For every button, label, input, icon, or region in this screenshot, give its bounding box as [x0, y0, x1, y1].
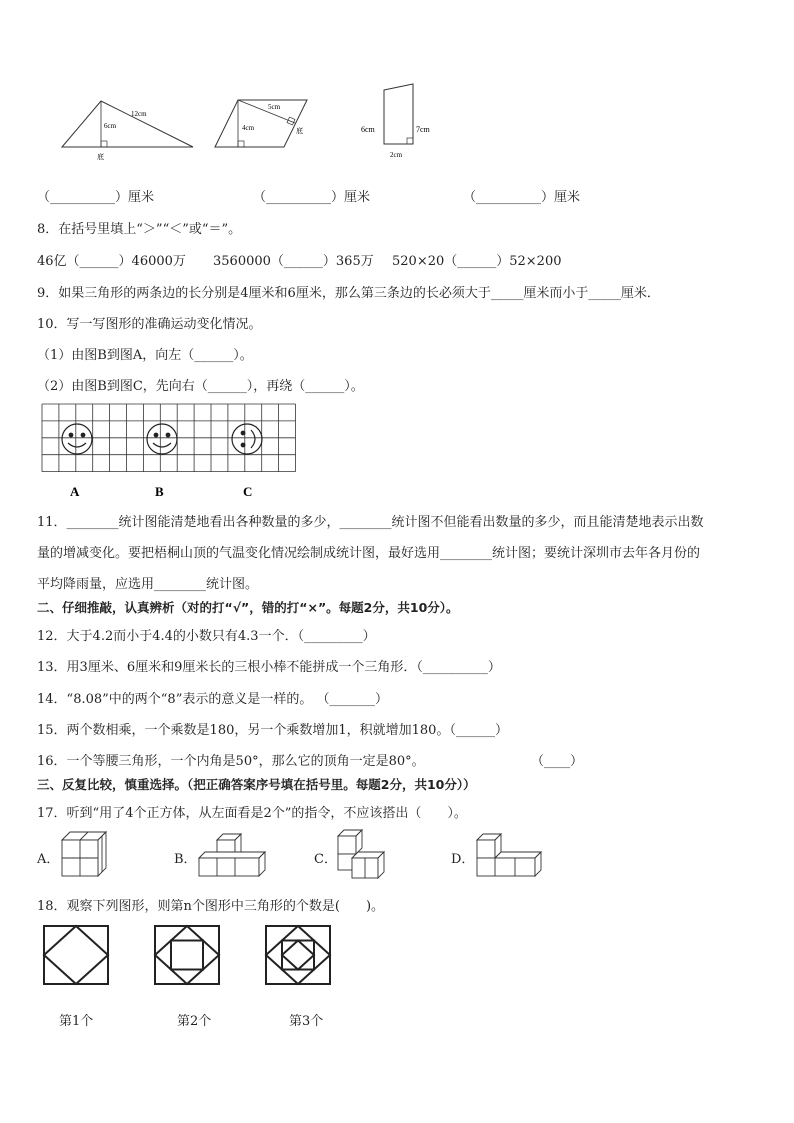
pattern-figure-1 [42, 924, 112, 988]
trapezoid-figure [358, 80, 438, 162]
section-2-heading: 二、仔细推敲，认真辨析（对的打“√”，错的打“×”。每题2分，共10分）。 [37, 600, 459, 615]
answer-blank-3[interactable]: （__________）厘米 [463, 190, 581, 205]
q18-text[interactable]: 18．观察下列图形，则第n个图形中三角形的个数是( )。 [37, 899, 385, 914]
q16-text: 16．一个等腰三角形，一个内角是50°，那么它的顶角一定是80°。 [37, 754, 425, 769]
q13-text[interactable]: 13．用3厘米、6厘米和9厘米长的三根小棒不能拼成一个三角形．（__________） [37, 660, 501, 675]
q17-option-a-label[interactable]: A． [37, 852, 60, 867]
q8-text: 8．在括号里填上“＞”“＜”或“＝”。 [37, 222, 242, 237]
pattern-caption-2: 第2个 [177, 1014, 212, 1029]
smiley-face-a [62, 424, 92, 454]
smiley-face-b [147, 424, 177, 454]
pattern-caption-3: 第3个 [289, 1014, 324, 1029]
q10-sub2[interactable]: （2）由图B到图C，先向右（______），再绕（______）。 [37, 379, 364, 394]
q17-option-d-label[interactable]: D． [451, 852, 475, 867]
q17-text[interactable]: 17．听到“用了4个正方体，从左面看是2个”的指令，不应该搭出（ ）。 [37, 806, 467, 821]
answer-blank-2[interactable]: （__________）厘米 [253, 190, 371, 205]
q8-item-3[interactable]: 520×20（______）52×200 [392, 254, 562, 269]
para-base-label: 底 [296, 127, 303, 135]
trap-right-label: 7cm [416, 125, 430, 134]
grid-label-a: A [70, 484, 80, 499]
answer-blank-1[interactable]: （__________）厘米 [37, 190, 155, 205]
smiley-face-c [232, 424, 262, 454]
q15-text[interactable]: 15．两个数相乘，一个乘数是180，另一个乘数增加1，积就增加180。（______） [37, 723, 508, 738]
q17-option-b-label[interactable]: B． [174, 852, 197, 867]
pattern-figure-2 [153, 924, 223, 988]
q10-sub1[interactable]: （1）由图B到图A，向左（______）。 [37, 348, 253, 363]
triangle-figure [55, 95, 200, 165]
pattern-caption-1: 第1个 [59, 1014, 94, 1029]
trap-left-label: 6cm [361, 125, 375, 134]
tri-base-label: 底 [97, 153, 104, 161]
cube-figure-c [334, 828, 390, 882]
q11-line3[interactable]: 平均降雨量，应选用________统计图。 [37, 577, 259, 592]
q9-text[interactable]: 9．如果三角形的两条边的长分别是4厘米和6厘米，那么第三条边的长必须大于_____厘米而小于_____厘米． [37, 286, 660, 301]
grid-label-b: B [155, 484, 164, 499]
para-height-label: 4cm [242, 124, 255, 132]
q14-text[interactable]: 14．“8.08”中的两个“8”表示的意义是一样的。 （_______） [37, 692, 388, 707]
grid-figure [40, 403, 310, 503]
cube-figure-d [473, 830, 545, 880]
q12-text[interactable]: 12．大于4.2而小于4.4的小数只有4.3一个．（_________） [37, 629, 376, 644]
para-side-label: 5cm [268, 103, 281, 111]
q8-item-1[interactable]: 46亿（______）46000万 [37, 254, 186, 269]
grid-label-c: C [243, 484, 253, 499]
q16-blank[interactable]: （____） [531, 754, 584, 769]
q17-option-c-label[interactable]: C． [314, 852, 337, 867]
pattern-figure-3 [264, 924, 334, 988]
q11-line2[interactable]: 量的增减变化。要把梧桐山顶的气温变化情况绘制成统计图，最好选用________统计图；要统计深圳市去年各月份的 [37, 546, 701, 561]
tri-side-label: 12cm [131, 110, 147, 118]
trap-bottom-label: 2cm [390, 151, 403, 159]
q11-line1[interactable]: 11．________统计图能清楚地看出各种数量的多少，________统计图不但能看出数量的多少，而且能清楚地表示出数 [37, 515, 704, 530]
cube-figure-a [60, 830, 110, 880]
parallelogram-figure [212, 95, 312, 155]
q8-item-2[interactable]: 3560000（______）365万 [213, 254, 374, 269]
cube-figure-b [197, 830, 269, 880]
tri-height-label: 6cm [104, 122, 117, 130]
q10-text: 10．写一写图形的准确运动变化情况。 [37, 317, 262, 332]
section-3-heading: 三、反复比较，慎重选择。（把正确答案序号填在括号里。每题2分，共10分）） [37, 777, 476, 792]
